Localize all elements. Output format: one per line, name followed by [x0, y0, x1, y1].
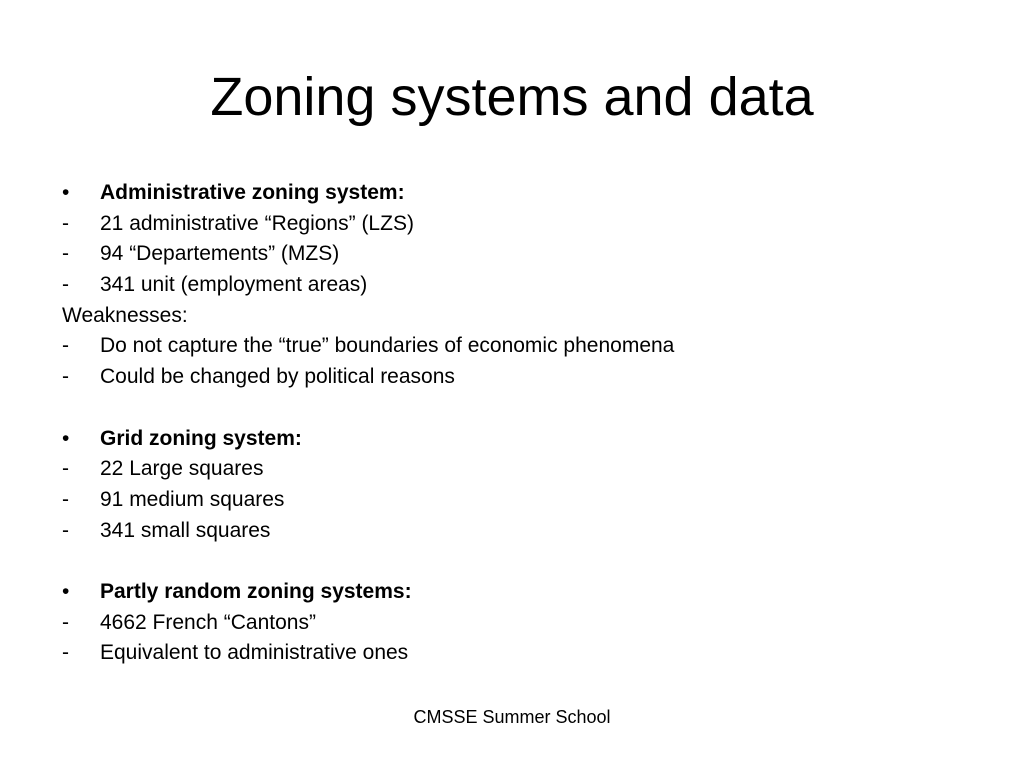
- dash-marker: -: [62, 273, 69, 297]
- dash-marker: -: [62, 211, 69, 235]
- list-item: [62, 239, 962, 270]
- list-item: [62, 270, 962, 301]
- list-item: [62, 362, 962, 393]
- list-item-text: 91 medium squares: [100, 487, 285, 511]
- list-item-text: 341 small squares: [100, 518, 271, 542]
- dash-marker: -: [62, 242, 69, 266]
- dash-marker: -: [62, 518, 69, 542]
- list-item-random-heading: [62, 577, 962, 608]
- list-spacer: [62, 546, 962, 577]
- dash-marker: -: [62, 365, 69, 389]
- list-item-text: 94 “Departements” (MZS): [100, 242, 340, 266]
- list-item-text: Weaknesses:: [62, 303, 188, 327]
- list-item: [62, 516, 962, 547]
- dash-marker: -: [62, 641, 69, 665]
- list-item-text: Could be changed by political reasons: [100, 365, 455, 389]
- list-item: [62, 454, 962, 485]
- list-item: [62, 331, 962, 362]
- list-spacer: [62, 393, 962, 424]
- list-item-admin-heading: [62, 178, 962, 209]
- list-item-text: Grid zoning system:: [100, 426, 302, 450]
- list-item-text: 4662 French “Cantons”: [100, 610, 316, 634]
- bullet-marker: •: [62, 181, 70, 204]
- list-item-text: 341 unit (employment areas): [100, 273, 368, 297]
- list-item-text: Do not capture the “true” boundaries of economic phenomena: [100, 334, 675, 358]
- list-item: [62, 638, 962, 669]
- dash-marker: -: [62, 457, 69, 481]
- bullet-marker: •: [62, 579, 70, 603]
- list-item: [62, 209, 962, 240]
- list-item-text: Partly random zoning systems:: [100, 579, 412, 603]
- slide-footer: CMSSE Summer School: [413, 707, 611, 727]
- weaknesses-label: [62, 301, 962, 332]
- list-item-text: Administrative zoning system:: [100, 181, 405, 204]
- bullet-marker: •: [62, 426, 70, 450]
- dash-marker: -: [62, 610, 69, 634]
- slide-title: Zoning systems and data: [210, 67, 814, 127]
- dash-marker: -: [62, 334, 69, 358]
- slide-body-list: [62, 178, 962, 669]
- dash-marker: -: [62, 487, 69, 511]
- list-item-text: Equivalent to administrative ones: [100, 641, 409, 665]
- list-item-grid-heading: [62, 424, 962, 455]
- list-item: [62, 608, 962, 639]
- list-item-text: 22 Large squares: [100, 457, 264, 481]
- list-item: [62, 485, 962, 516]
- list-item-text: 21 administrative “Regions” (LZS): [100, 211, 414, 235]
